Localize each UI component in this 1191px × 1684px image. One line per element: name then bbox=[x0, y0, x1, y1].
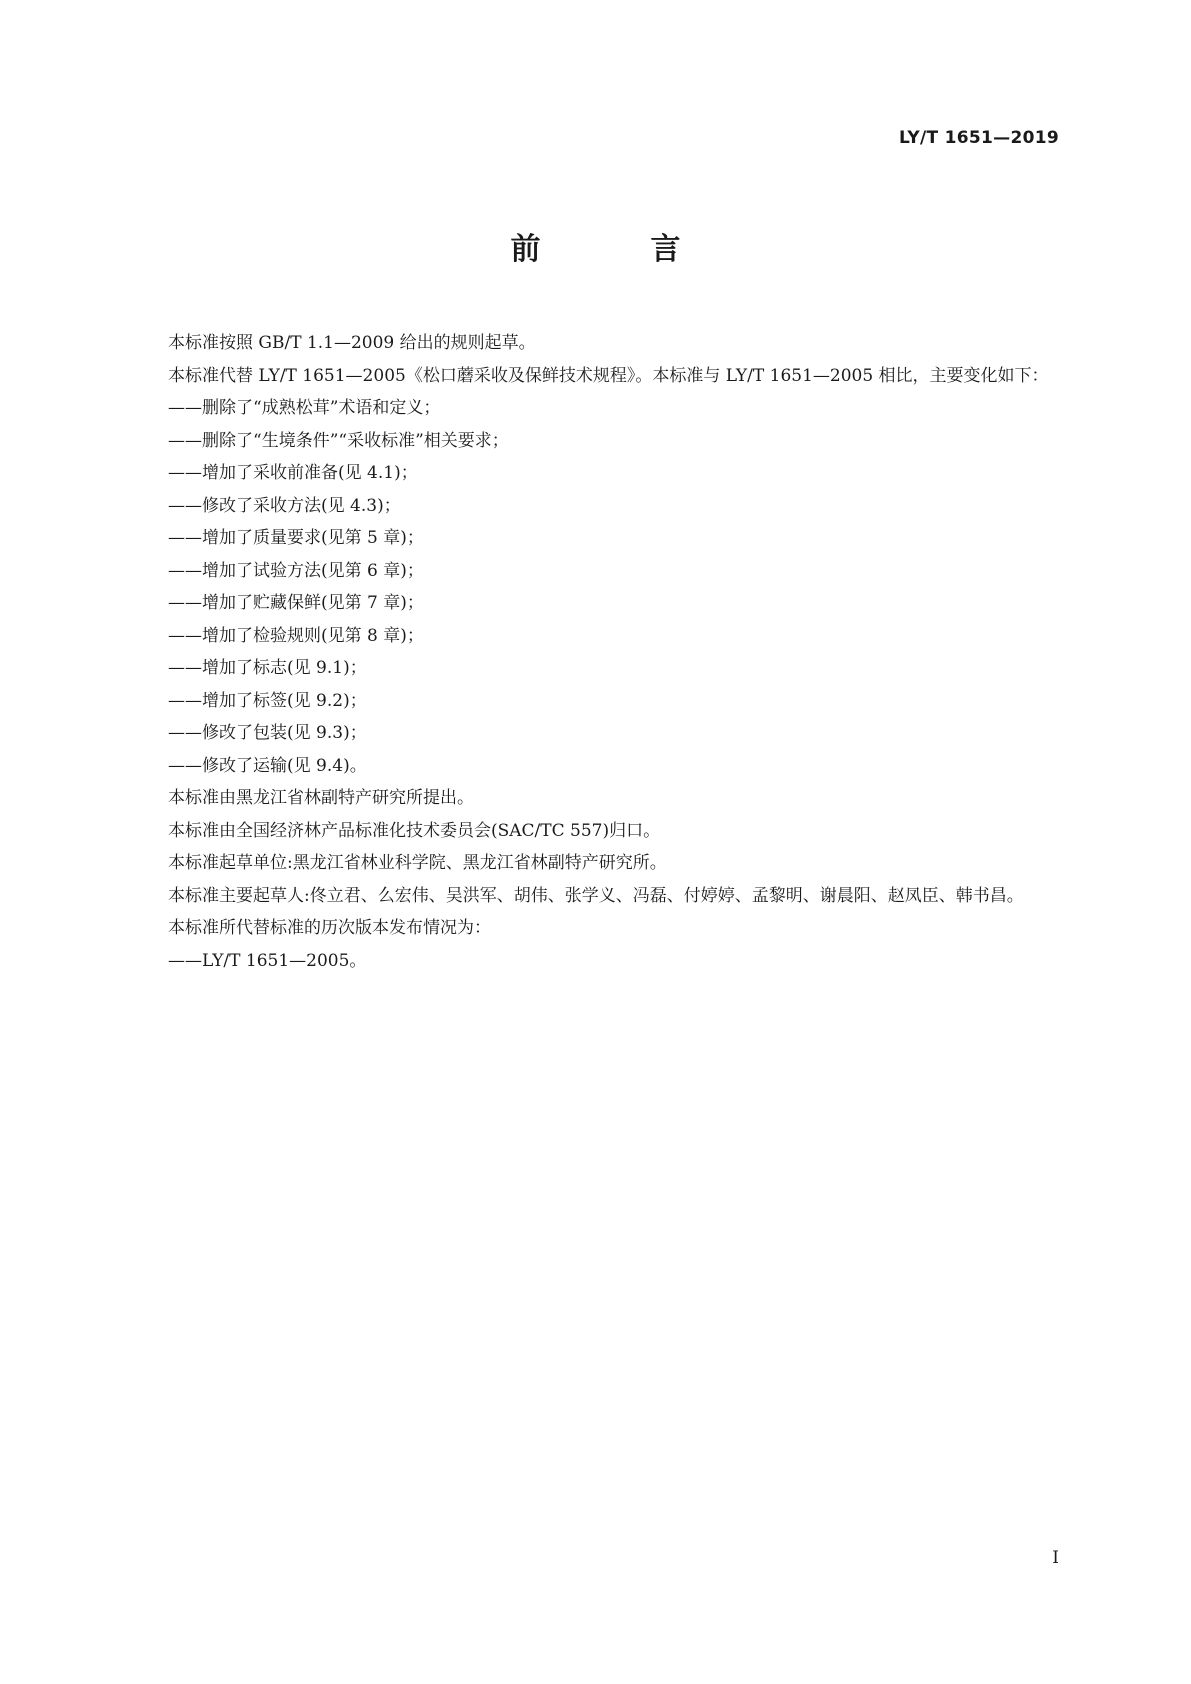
paragraph-proposer: 本标准由黑龙江省林副特产研究所提出。 bbox=[168, 788, 474, 808]
list-item: ——LY/T 1651—2005。 bbox=[168, 950, 367, 971]
list-item: ——增加了采收前准备(见 4.1)； bbox=[168, 463, 418, 483]
foreword-body bbox=[132, 327, 1059, 977]
previous-versions-list bbox=[132, 945, 1059, 978]
list-item: ——增加了贮藏保鲜(见第 7 章)； bbox=[168, 593, 424, 613]
page-number: I bbox=[1052, 1548, 1059, 1568]
paragraph-replacement: 本标准代替 LY/T 1651—2005《松口蘑采收及保鲜技术规程》。本标准与 LY/T 1651—2005 相比，主要变化如下： bbox=[168, 365, 1049, 386]
changes-list bbox=[132, 392, 1059, 782]
list-item: ——删除了“生境条件”“采收标准”相关要求； bbox=[168, 430, 509, 451]
paragraph-committee: 本标准由全国经济林产品标准化技术委员会(SAC/TC 557)归口。 bbox=[168, 820, 661, 841]
list-item: ——增加了试验方法(见第 6 章)； bbox=[168, 560, 424, 581]
list-item: ——增加了质量要求(见第 5 章)； bbox=[168, 528, 424, 548]
list-item: ——增加了检验规则(见第 8 章)； bbox=[168, 625, 424, 646]
list-item: ——修改了包装(见 9.3)； bbox=[168, 723, 367, 743]
paragraph-version-history: 本标准所代替标准的历次版本发布情况为： bbox=[168, 918, 491, 938]
list-item: ——删除了“成熟松茸”术语和定义； bbox=[168, 398, 441, 418]
page-title: 前 言 bbox=[510, 232, 721, 267]
list-item: ——修改了采收方法(见 4.3)； bbox=[168, 495, 401, 516]
standard-code: LY/T 1651—2019 bbox=[898, 128, 1059, 148]
list-item: ——修改了运输(见 9.4)。 bbox=[168, 755, 367, 776]
list-item: ——增加了标签(见 9.2)； bbox=[168, 690, 367, 711]
paragraph-drafting-rules: 本标准按照 GB/T 1.1—2009 给出的规则起草。 bbox=[168, 333, 536, 353]
paragraph-drafting-units: 本标准起草单位:黑龙江省林业科学院、黑龙江省林副特产研究所。 bbox=[168, 853, 667, 873]
paragraph-drafters: 本标准主要起草人:佟立君、么宏伟、吴洪军、胡伟、张学义、冯磊、付婷婷、孟黎明、谢晨阳、赵凤臣、韩书昌。 bbox=[168, 885, 1024, 906]
list-item: ——增加了标志(见 9.1)； bbox=[168, 658, 367, 678]
